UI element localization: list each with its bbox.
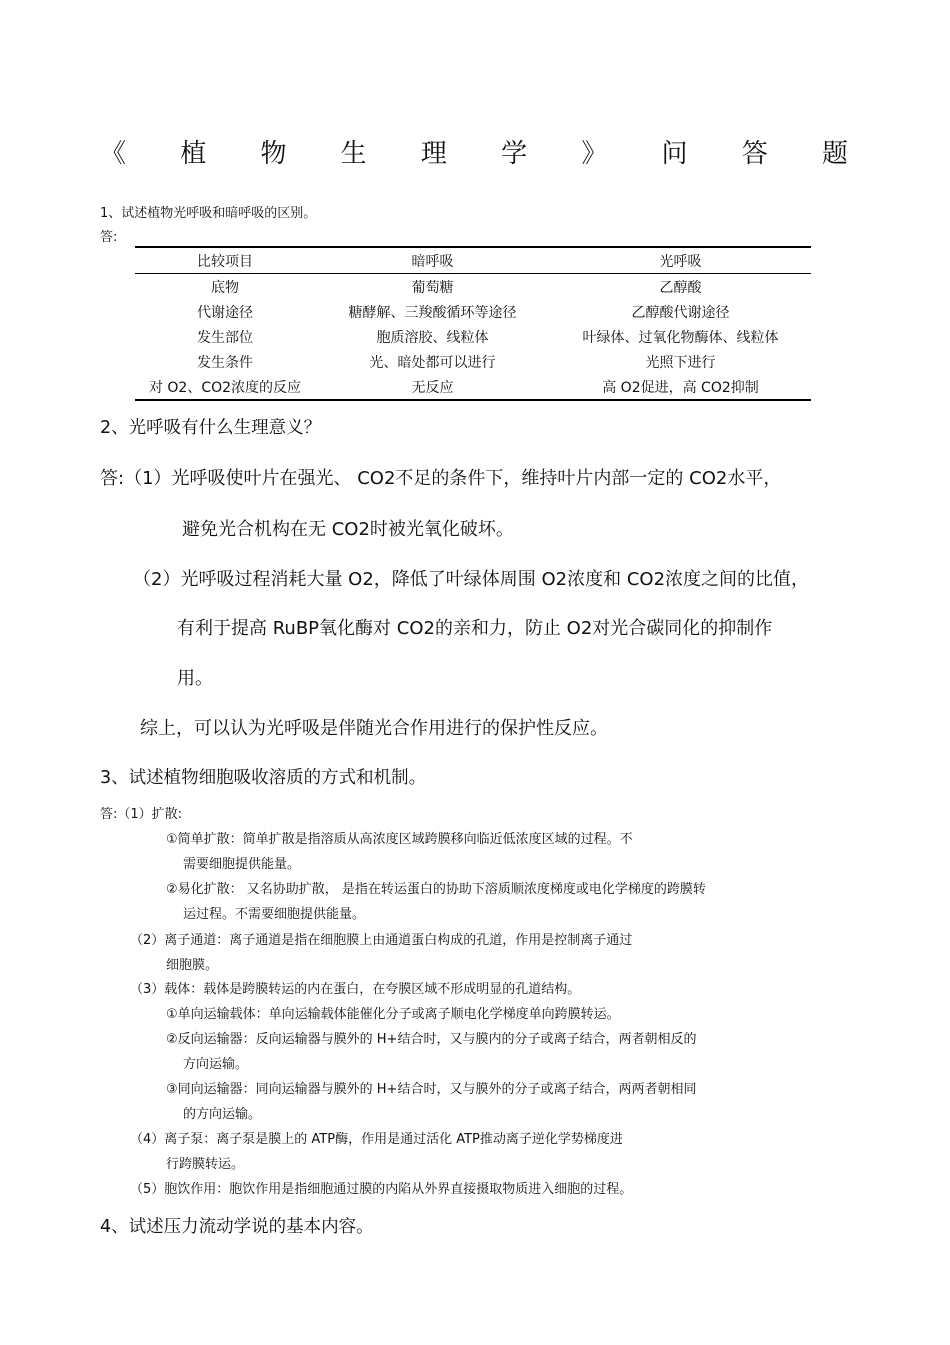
title-char: 物 (260, 139, 287, 169)
table-cell: 高 O2促进，高 CO2抑制 (602, 379, 759, 396)
q2-answer-line: 答:（1）光呼吸使叶片在强光、 CO2不足的条件下，维持叶片内部一定的 CO2水平， (100, 468, 782, 489)
table-cell: 叶绿体、过氧化物酶体、线粒体 (582, 329, 779, 346)
table-cell: 糖酵解、三羧酸循环等途径 (348, 304, 517, 321)
title-char: 植 (180, 139, 207, 169)
q3-answer-line: ①单向运输载体：单向运输载体能催化分子或离子顺电化学梯度单向跨膜转运。 (166, 1007, 620, 1022)
q4-question: 4、试述压力流动学说的基本内容。 (100, 1217, 374, 1237)
title-char: 答 (741, 139, 768, 169)
table-row (135, 324, 811, 349)
q3-answer-line: （3）载体：载体是跨膜转运的内在蛋白，在夸膜区域不形成明显的孔道结构。 (130, 982, 581, 997)
q3-answer-line: （5）胞饮作用：胞饮作用是指细胞通过膜的内陷从外界直接摄取物质进入细胞的过程。 (130, 1182, 633, 1197)
q2-answer-line: 避免光合机构在无 CO2时被光氧化破坏。 (182, 519, 514, 540)
table-cell: 代谢途径 (197, 304, 253, 321)
q2-summary: 综上，可以认为光呼吸是伴随光合作用进行的保护性反应。 (140, 718, 608, 739)
q1-answer-label: 答: (100, 230, 118, 245)
q3-answer-line: 的方向运输。 (183, 1107, 262, 1122)
table-header-row (135, 247, 811, 274)
q2-question: 2、光呼吸有什么生理意义？ (100, 418, 322, 438)
comparison-table (135, 246, 811, 401)
q3-answer-line: ②易化扩散： 又名协助扩散， 是指在转运蛋白的协助下溶质顺浓度梯度或电化学梯度的跨膜转 (166, 882, 706, 897)
title-char: 理 (420, 139, 447, 169)
title-char: 《 (100, 139, 127, 169)
q2-answer-line: （2）光呼吸过程消耗大量 O2，降低了叶绿体周围 O2浓度和 CO2浓度之间的比值， (133, 569, 810, 590)
q2-answer-line: 有利于提高 RuBP氧化酶对 CO2的亲和力，防止 O2对光合碳同化的抑制作 (177, 618, 773, 639)
q3-answer-line: ②反向运输器：反向运输器与膜外的 H+结合时，又与膜内的分子或离子结合，两者朝相反的 (166, 1032, 697, 1047)
table-header-cell: 比较项目 (197, 253, 253, 270)
q3-question: 3、试述植物细胞吸收溶质的方式和机制。 (100, 768, 427, 788)
table-cell: 发生条件 (197, 354, 253, 371)
q3-answer-line: 运过程。不需要细胞提供能量。 (183, 907, 366, 922)
q1-question: 1、试述植物光呼吸和暗呼吸的区别。 (100, 206, 317, 221)
q3-answer-line: 行跨膜转运。 (166, 1157, 245, 1172)
title-char: 生 (340, 139, 367, 169)
q3-answer-line: 答:（1）扩散: (100, 807, 183, 822)
table-cell: 无反应 (411, 379, 454, 396)
q3-answer-line: 细胞膜。 (166, 958, 219, 973)
title-char: 》 (581, 139, 608, 169)
table-row (135, 349, 811, 374)
table-cell: 光、暗处都可以进行 (369, 354, 496, 371)
q3-answer-line: 需要细胞提供能量。 (183, 857, 301, 872)
table-cell: 发生部位 (197, 329, 253, 346)
q3-answer-line: ①简单扩散：简单扩散是指溶质从高浓度区域跨膜移向临近低浓度区域的过程。不 (166, 832, 633, 847)
q3-answer-line: ③同向运输器：同向运输器与膜外的 H+结合时，又与膜外的分子或离子结合，两两者朝相同 (166, 1082, 697, 1097)
table-cell: 光照下进行 (645, 354, 716, 371)
title-char: 问 (661, 139, 688, 169)
table-cell: 胞质溶胶、线粒体 (376, 329, 489, 346)
table-cell: 乙醇酸代谢途径 (631, 304, 730, 321)
table-cell: 底物 (211, 279, 239, 296)
table-cell: 葡萄糖 (411, 279, 454, 296)
q3-answer-line: 方向运输。 (183, 1057, 249, 1072)
q3-answer-line: （2）离子通道：离子通道是指在细胞膜上由通道蛋白构成的孔道，作用是控制离子通过 (130, 933, 633, 948)
table-row (135, 299, 811, 324)
table-cell: 乙醇酸 (659, 279, 702, 296)
table-row (135, 374, 811, 400)
title-char: 学 (501, 139, 528, 169)
table-header-cell: 暗呼吸 (411, 253, 454, 270)
page-title (100, 133, 848, 170)
table-row (135, 274, 811, 300)
q2-answer-line: 用。 (177, 668, 213, 689)
q3-answer-line: （4）离子泵：离子泵是膜上的 ATP酶，作用是通过活化 ATP推动离子逆化学势梯度进 (130, 1132, 623, 1147)
table-cell: 对 O2、CO2浓度的反应 (148, 379, 302, 396)
table-header-cell: 光呼吸 (659, 253, 702, 270)
title-char: 题 (821, 139, 848, 169)
